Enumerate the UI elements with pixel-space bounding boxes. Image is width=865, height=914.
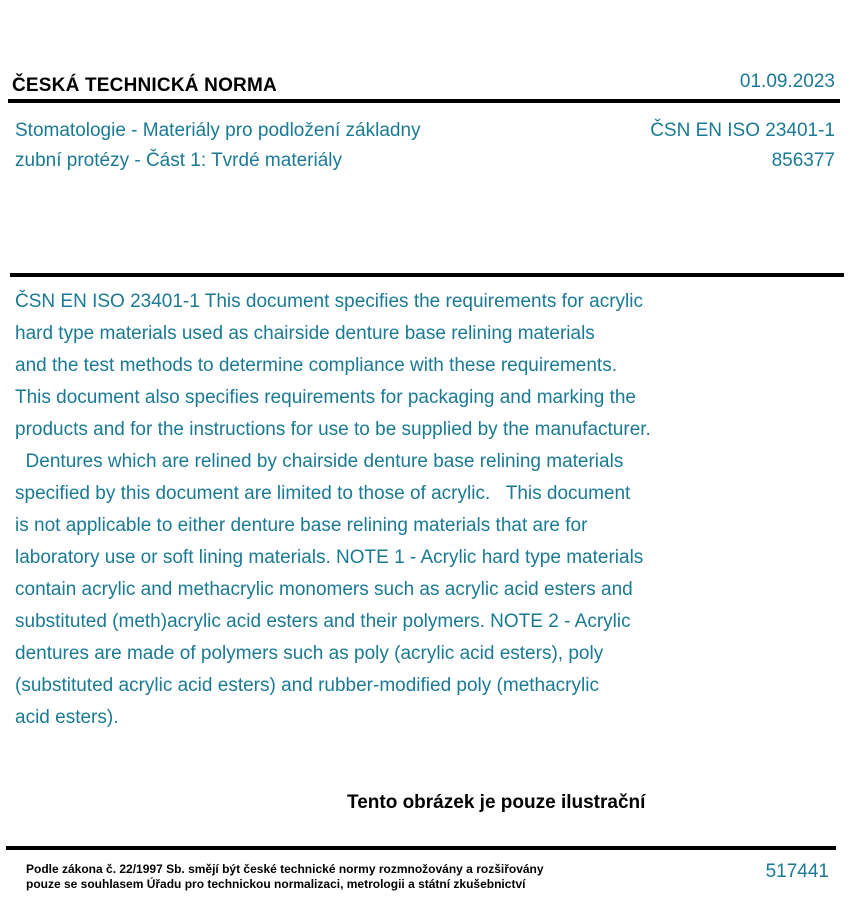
abstract-text: [15, 286, 755, 734]
standard-identifiers: [650, 116, 835, 176]
abstract-line: specified by this document are limited to those of acrylic. This document: [15, 483, 631, 504]
abstract-line: acid esters).: [15, 707, 119, 728]
abstract-line: substituted (meth)acrylic acid esters and their polymers. NOTE 2 - Acrylic: [15, 611, 631, 632]
standard-title: [15, 116, 421, 176]
abstract-line: This document also specifies requirements for packaging and marking the: [15, 387, 636, 408]
abstract-line: products and for the instructions for use to be supplied by the manufacturer.: [15, 419, 651, 440]
header-divider: [8, 99, 840, 103]
footer-divider: [6, 846, 836, 850]
standard-title-line-2: zubní protézy - Část 1: Tvrdé materiály: [15, 150, 342, 171]
abstract-line: laboratory use or soft lining materials. NOTE 1 - Acrylic hard type materials: [15, 547, 644, 568]
abstract-line: Dentures which are relined by chairside denture base relining materials: [15, 451, 624, 472]
abstract-line: dentures are made of polymers such as poly (acrylic acid esters), poly: [15, 643, 604, 664]
abstract-line: ČSN EN ISO 23401-1 This document specifies the requirements for acrylic: [15, 291, 643, 312]
document-id-number: 517441: [765, 861, 829, 882]
standard-title-line-1: Stomatologie - Materiály pro podložení základny: [15, 120, 421, 141]
abstract-line: contain acrylic and methacrylic monomers such as acrylic acid esters and: [15, 579, 633, 600]
standard-code: ČSN EN ISO 23401-1: [650, 120, 835, 141]
abstract-line: is not applicable to either denture base relining materials that are for: [15, 515, 588, 536]
standard-number: 856377: [771, 150, 835, 171]
abstract-line: hard type materials used as chairside denture base relining materials: [15, 323, 595, 344]
legal-notice: [26, 862, 544, 892]
legal-notice-line-2: pouze se souhlasem Úřadu pro technickou normalizaci, metrologii a státní zkušebnictví: [26, 877, 526, 891]
legal-notice-line-1: Podle zákona č. 22/1997 Sb. smějí být české technické normy rozmnožovány a rozšiřovány: [26, 862, 544, 876]
title-divider: [10, 273, 844, 277]
abstract-line: and the test methods to determine compliance with these requirements.: [15, 355, 617, 376]
abstract-line: (substituted acrylic acid esters) and rubber-modified poly (methacrylic: [15, 675, 599, 696]
document-type-heading: ČESKÁ TECHNICKÁ NORMA: [12, 75, 277, 96]
illustration-note: Tento obrázek je pouze ilustrační: [347, 792, 646, 813]
publication-date: 01.09.2023: [739, 71, 835, 92]
